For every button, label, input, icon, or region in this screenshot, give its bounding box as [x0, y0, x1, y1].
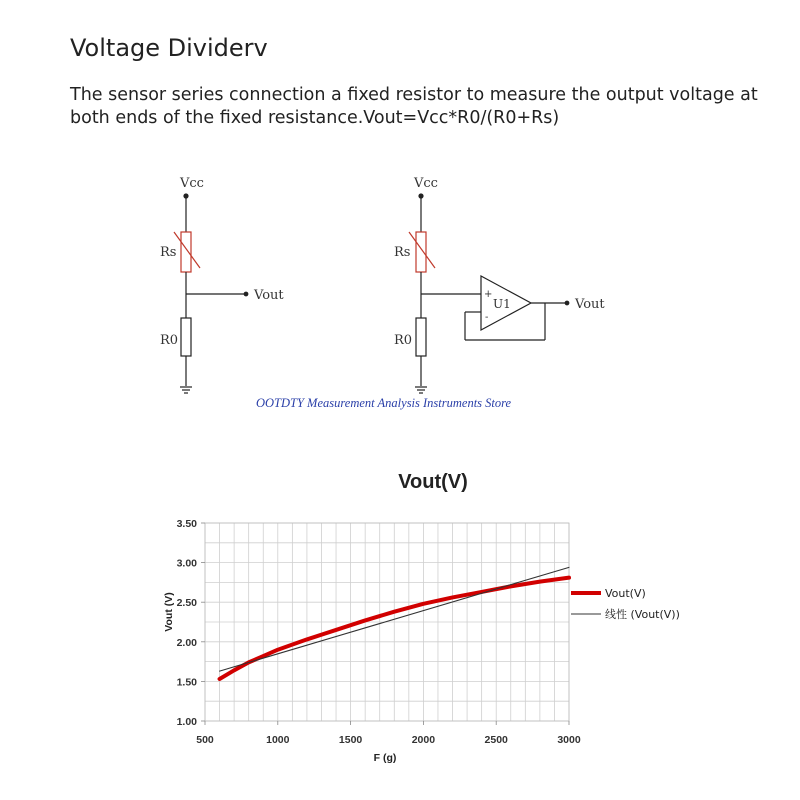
x-tick-label: 1500 [338, 734, 363, 746]
right-vcc-label: Vcc [414, 176, 438, 191]
right-vout-label: Vout [575, 297, 605, 312]
chart-grid [205, 523, 569, 721]
left-r0-label: R0 [160, 333, 179, 348]
y-tick-label: 1.50 [176, 676, 197, 689]
x-tick-label: 500 [196, 734, 214, 746]
chart-legend [571, 587, 680, 621]
left-vout-label: Vout [254, 288, 284, 303]
y-tick-label: 3.50 [176, 518, 197, 530]
y-tick-label: 3.00 [176, 557, 197, 570]
legend-label: Vout(V) [605, 587, 646, 600]
chart-axes [177, 518, 581, 746]
x-tick-label: 2000 [411, 734, 436, 746]
x-tick-label: 3000 [557, 734, 581, 746]
right-rs-label: Rs [394, 245, 411, 260]
opamp-label: U1 [493, 297, 511, 311]
page-title: Voltage Dividerv [70, 34, 268, 62]
store-watermark: OOTDTY Measurement Analysis Instruments Store [256, 396, 512, 410]
right-r0-label: R0 [394, 333, 413, 348]
opamp-plus: + [484, 289, 493, 300]
y-tick-label: 2.00 [176, 636, 197, 649]
chart-title: Vout(V) [398, 471, 468, 493]
left-vcc-label: Vcc [180, 176, 204, 191]
opamp-minus: - [485, 312, 489, 323]
y-axis-label: Vout (V) [163, 592, 175, 632]
x-axis-label: F (g) [373, 752, 397, 764]
y-tick-label: 2.50 [176, 597, 197, 610]
x-tick-label: 1000 [266, 734, 290, 746]
left-rs-label: Rs [160, 245, 177, 260]
page-description: The sensor series connection a fixed resistor to measure the output voltage at both ends of the fixed resistance.Vout=Vcc*R0/(R0+Rs) [70, 85, 758, 128]
legend-label: 线性 (Vout(V)) [605, 608, 680, 621]
x-tick-label: 2500 [484, 734, 508, 746]
y-tick-label: 1.00 [176, 716, 197, 728]
